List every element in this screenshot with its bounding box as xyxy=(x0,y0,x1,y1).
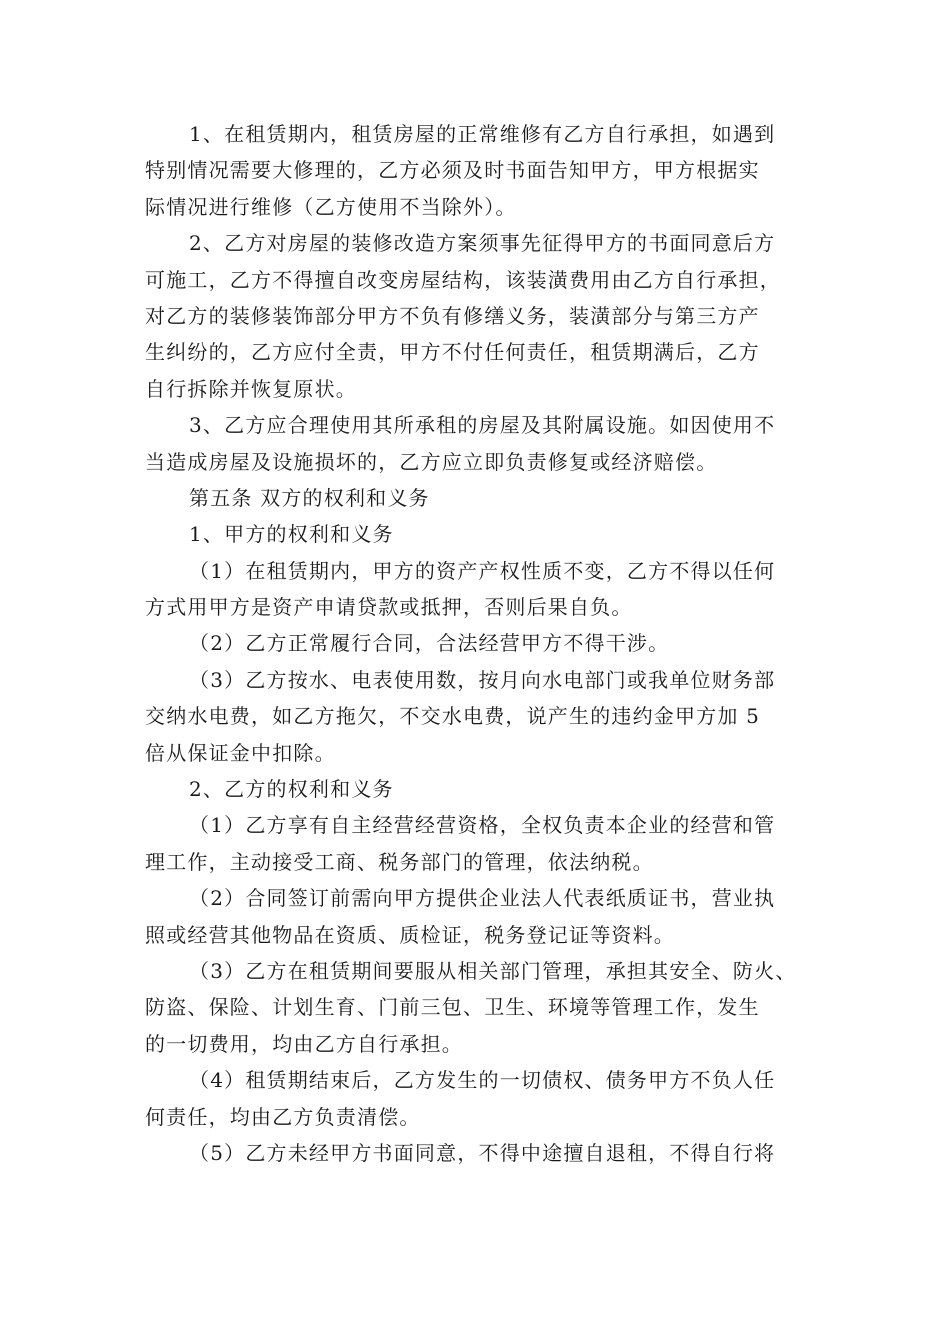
paragraph-line: 交纳水电费，如乙方拖欠，不交水电费，说产生的违约金甲方加 5 xyxy=(145,704,761,729)
paragraph-line: 照或经营其他物品在资质、质检证，税务登记证等资料。 xyxy=(145,922,675,947)
paragraph xyxy=(145,1135,825,1171)
paragraph-first-line: （5）乙方未经甲方书面同意，不得中途擅自退租，不得自行将 xyxy=(189,1140,776,1165)
paragraph-line: 防盗、保险、计划生育、门前三包、卫生、环境等管理工作，发生 xyxy=(145,995,760,1020)
paragraph-line: 际情况进行维修（乙方使用不当除外）。 xyxy=(145,194,517,219)
paragraph-line: 方式用甲方是资产申请贷款或抵押，否则后果自负。 xyxy=(145,595,633,620)
paragraph-line: 特别情况需要大修理的，乙方必须及时书面告知甲方，甲方根据实 xyxy=(145,158,760,183)
paragraph-first-line: （2）乙方正常履行合同，合法经营甲方不得干涉。 xyxy=(189,631,670,656)
paragraph-first-line: （3）乙方在租赁期间要服从相关部门管理，承担其安全、防火、 xyxy=(189,958,797,983)
paragraph-line: 生纠纷的，乙方应付全责，甲方不付任何责任，租赁期满后，乙方 xyxy=(145,340,760,365)
paragraph-first-line: （2）合同签订前需向甲方提供企业法人代表纸质证书，营业执 xyxy=(189,886,776,911)
paragraph xyxy=(145,407,825,480)
paragraph-first-line: 1、在租赁期内，租赁房屋的正常维修有乙方自行承担，如遇到 xyxy=(189,122,776,146)
paragraph xyxy=(145,807,825,880)
paragraph-first-line: 1、甲方的权利和义务 xyxy=(189,522,394,547)
paragraph-first-line: （4）租赁期结束后，乙方发生的一切债权、债务甲方不负人任 xyxy=(189,1068,776,1093)
paragraph-first-line: （1）乙方享有自主经营经营资格，全权负责本企业的经营和管 xyxy=(189,813,776,838)
paragraph-line: 当造成房屋及设施损坏的，乙方应立即负责修复或经济赔偿。 xyxy=(145,449,718,474)
paragraph xyxy=(145,225,825,407)
document-body xyxy=(145,116,825,1171)
paragraph xyxy=(145,1062,825,1135)
paragraph-first-line: （1）在租赁期内，甲方的资产产权性质不变，乙方不得以任何 xyxy=(189,558,776,583)
paragraph xyxy=(145,953,825,1062)
paragraph xyxy=(145,553,825,626)
paragraph-first-line: （3）乙方按水、电表使用数，按月向水电部门或我单位财务部 xyxy=(189,667,776,692)
paragraph-line: 可施工，乙方不得擅自改变房屋结构，该装潢费用由乙方自行承担， xyxy=(145,267,781,292)
paragraph xyxy=(145,771,825,807)
paragraph-line: 对乙方的装修装饰部分甲方不负有修缮义务，装潢部分与第三方产 xyxy=(145,303,760,328)
paragraph-first-line: 2、乙方对房屋的装修改造方案须事先征得甲方的书面同意后方 xyxy=(189,231,776,256)
paragraph-line: 倍从保证金中扣除。 xyxy=(145,740,336,765)
paragraph-line: 的一切费用，均由乙方自行承担。 xyxy=(145,1031,463,1056)
paragraph-first-line: 2、乙方的权利和义务 xyxy=(189,777,394,802)
paragraph xyxy=(145,625,825,661)
paragraph-line: 何责任，均由乙方负责清偿。 xyxy=(145,1104,421,1129)
paragraph xyxy=(145,516,825,552)
paragraph-line: 理工作，主动接受工商、税务部门的管理，依法纳税。 xyxy=(145,849,654,874)
paragraph xyxy=(145,480,825,516)
paragraph-line: 自行拆除并恢复原状。 xyxy=(145,376,357,401)
paragraph xyxy=(145,662,825,771)
paragraph xyxy=(145,116,825,225)
paragraph-first-line: 3、乙方应合理使用其所承租的房屋及其附属设施。如因使用不 xyxy=(189,413,776,438)
paragraph xyxy=(145,880,825,953)
paragraph-first-line: 第五条 双方的权利和义务 xyxy=(189,485,430,510)
